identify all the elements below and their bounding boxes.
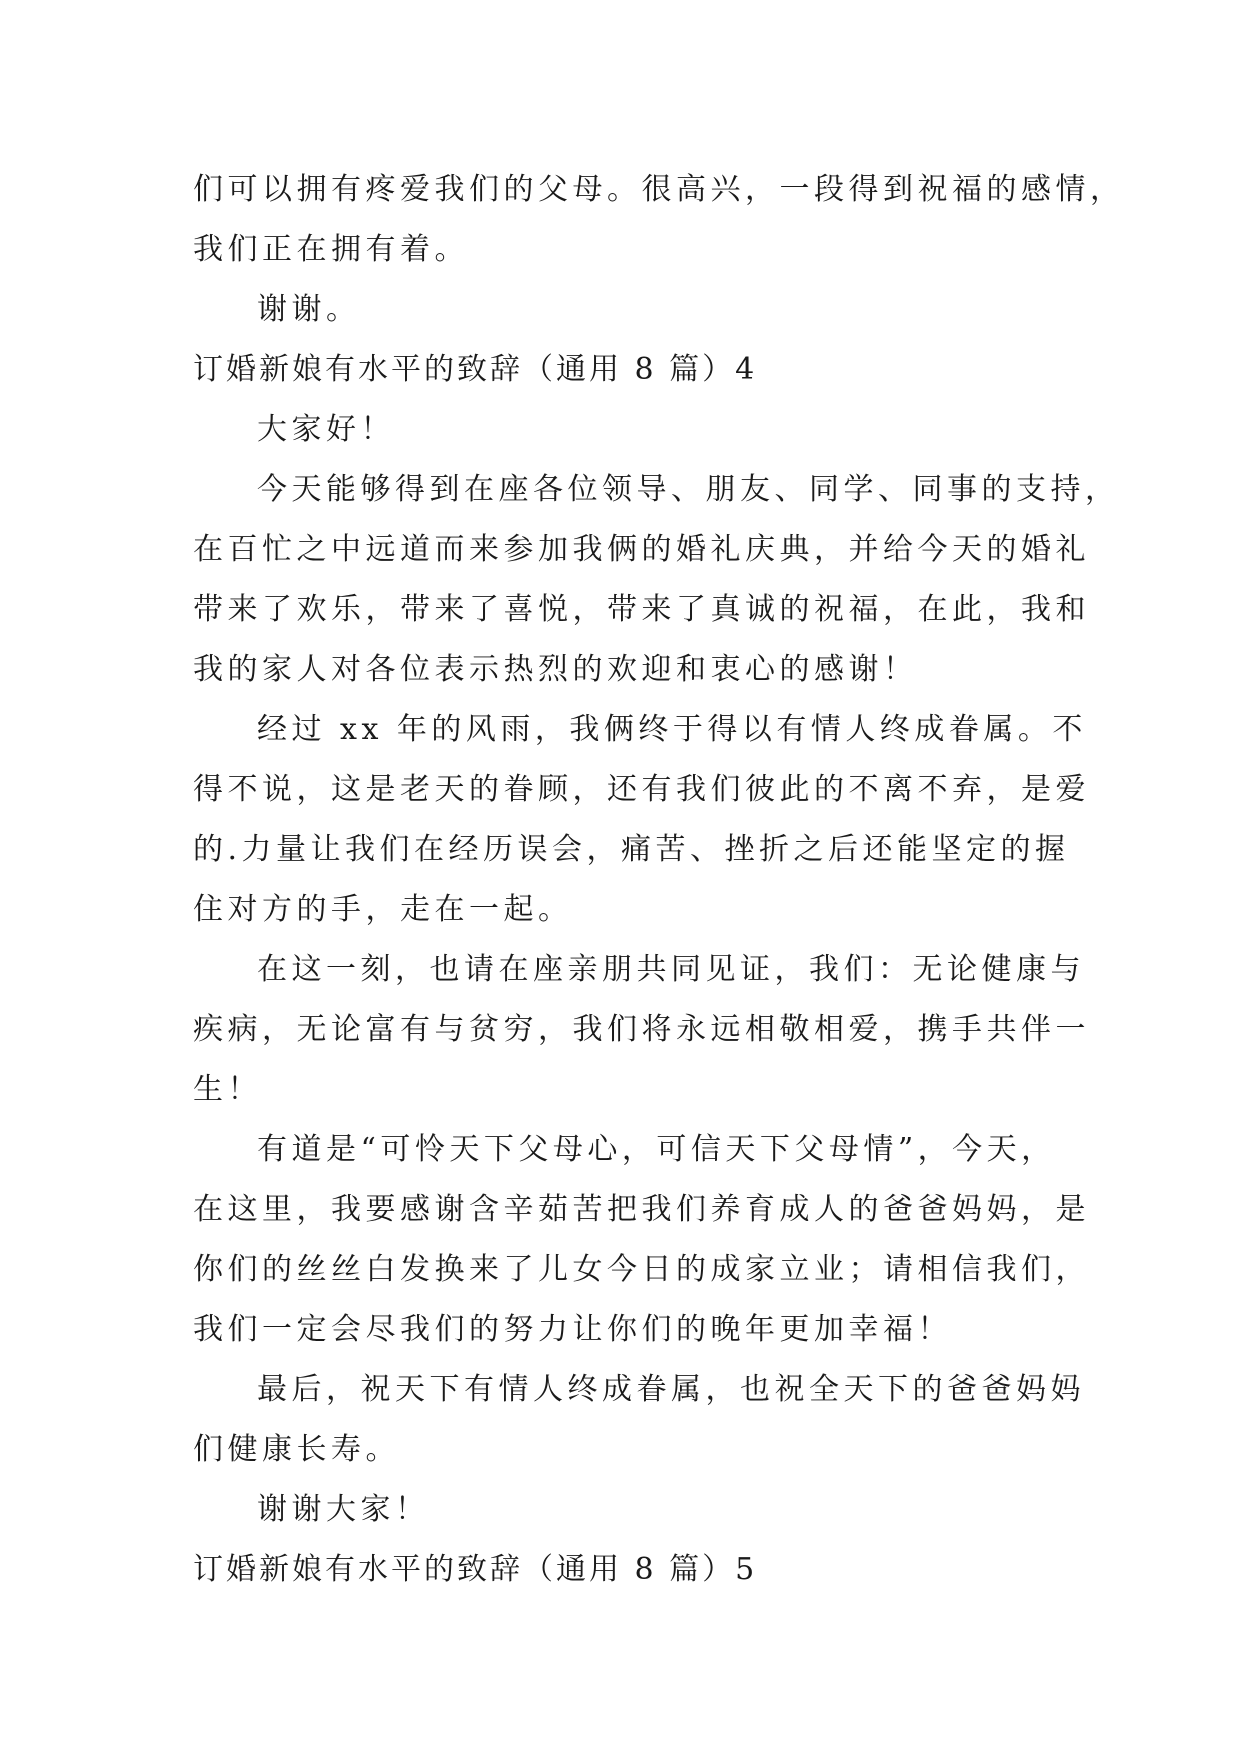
section-heading: 订婚新娘有水平的致辞（通用 8 篇）4 <box>193 352 758 387</box>
paragraph-line: 们可以拥有疼爱我们的父母。很高兴，一段得到祝福的感情， <box>193 172 1125 207</box>
paragraph-line: 得不说，这是老天的眷顾，还有我们彼此的不离不弃，是爱 <box>193 772 1090 807</box>
paragraph-line: 谢谢大家！ <box>257 1492 430 1527</box>
paragraph-line: 们健康长寿。 <box>193 1432 400 1467</box>
paragraph-line: 在百忙之中远道而来参加我俩的婚礼庆典，并给今天的婚礼 <box>193 532 1090 567</box>
paragraph-line: 经过 xx 年的风雨，我俩终于得以有情人终成眷属。不 <box>257 712 1087 747</box>
paragraph-line: 最后，祝天下有情人终成眷属，也祝全天下的爸爸妈妈 <box>257 1372 1085 1407</box>
paragraph-line: 我们正在拥有着。 <box>193 232 469 267</box>
paragraph-line: 有道是“可怜天下父母心，可信天下父母情”，今天， <box>257 1132 1056 1167</box>
paragraph-line: 谢谢。 <box>257 292 361 327</box>
section-heading: 订婚新娘有水平的致辞（通用 8 篇）5 <box>193 1552 758 1587</box>
paragraph-line: 在这一刻，也请在座亲朋共同见证，我们：无论健康与 <box>257 952 1085 987</box>
paragraph-line: 在这里，我要感谢含辛茹苦把我们养育成人的爸爸妈妈，是 <box>193 1192 1090 1227</box>
paragraph-line: 今天能够得到在座各位领导、朋友、同学、同事的支持， <box>257 472 1120 507</box>
paragraph-line: 疾病，无论富有与贫穷，我们将永远相敬相爱，携手共伴一 <box>193 1012 1090 1047</box>
paragraph-line: 生！ <box>193 1072 262 1107</box>
paragraph-line: 我们一定会尽我们的努力让你们的晚年更加幸福！ <box>193 1312 952 1347</box>
paragraph-line: 你们的丝丝白发换来了儿女今日的成家立业；请相信我们， <box>193 1252 1090 1287</box>
paragraph-line: 的.力量让我们在经历误会，痛苦、挫折之后还能坚定的握 <box>193 832 1070 867</box>
paragraph-line: 大家好！ <box>257 412 395 447</box>
paragraph-line: 住对方的手，走在一起。 <box>193 892 573 927</box>
paragraph-line: 带来了欢乐，带来了喜悦，带来了真诚的祝福，在此，我和 <box>193 592 1090 627</box>
paragraph-line: 我的家人对各位表示热烈的欢迎和衷心的感谢！ <box>193 652 918 687</box>
document-body <box>193 160 1125 1600</box>
